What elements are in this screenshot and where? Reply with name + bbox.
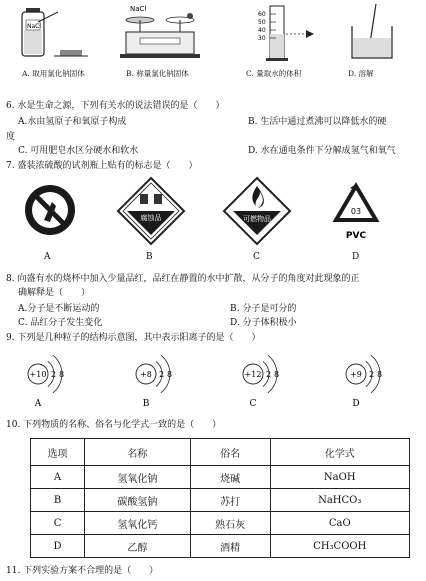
electron-count: 2 [159, 370, 165, 379]
nucleus-charge: +8 [140, 370, 152, 379]
svg-text:腐蚀品: 腐蚀品 [140, 214, 162, 222]
particle-diagrams [0, 348, 426, 408]
q8-option-c: C. 品红分子发生变化 [18, 318, 103, 328]
cell-name: 氢氧化钙 [85, 512, 191, 535]
question-6-stem: 6. 水是生命之源，下列有关水的说法错误的是（ ） [6, 101, 225, 111]
cell-common-name: 烧碱 [190, 466, 270, 489]
sign-b [116, 176, 186, 246]
figure-b: NaCl B. 称量氯化钠固体 [110, 2, 210, 82]
cell-option: A [31, 466, 85, 489]
figure-a: NaCl A. 取用氯化钠固体 [14, 2, 94, 82]
table-row [31, 512, 410, 535]
header-formula: 化学式 [270, 439, 410, 466]
tick-40: 40 [258, 27, 266, 34]
graduated-cylinder-illustration [240, 2, 320, 64]
sign-b-letter: B [146, 252, 153, 262]
table-header-row [31, 439, 410, 466]
q6-option-c: C. 可用肥皂水区分硬水和软水 [18, 146, 139, 156]
header-name: 名称 [85, 439, 191, 466]
electron-count: 2 [266, 370, 272, 379]
nucleus-charge: +12 [244, 370, 262, 379]
compound-table [30, 438, 410, 558]
particle-b [136, 355, 172, 408]
cell-option: B [31, 489, 85, 512]
q8-option-a: A.分子是不断运动的 [18, 304, 100, 314]
cell-common-name: 熟石灰 [190, 512, 270, 535]
sign-a-letter: A [44, 252, 51, 262]
particle-letter: D [352, 399, 360, 408]
sign-d-letter: D [352, 252, 360, 262]
sign-c [222, 176, 292, 246]
cell-option: C [31, 512, 85, 535]
particle-a [28, 355, 64, 408]
question-9-stem: 9. 下列是几种粒子的结构示意图，其中表示阳离子的是（ ） [6, 333, 261, 343]
table-row [31, 489, 410, 512]
svg-text:可燃物品: 可燃物品 [243, 215, 271, 223]
question-7-stem: 7. 盛装浓硫酸的试剂瓶上贴有的标志是（ ） [6, 161, 198, 171]
svg-text:NaCl: NaCl [130, 5, 147, 13]
nucleus-charge: +9 [350, 370, 362, 379]
particle-letter: A [34, 399, 42, 408]
question-8-stem: 8. 向盛有水的烧杯中加入少量品红，品红在静置的水中扩散，从分子的角度对此现象的正 [6, 274, 360, 284]
q8-option-b: B. 分子是可分的 [230, 304, 297, 314]
flammable-sign-icon [222, 176, 292, 246]
corrosive-sign-icon [116, 176, 186, 246]
cell-option: D [31, 535, 85, 558]
balance-illustration [110, 2, 210, 64]
q6-option-d: D. 水在通电条件下分解成氢气和氧气 [248, 146, 396, 156]
tick-30: 30 [258, 35, 266, 42]
tick-60: 60 [258, 11, 266, 18]
electron-count: 8 [167, 370, 173, 379]
nucleus-charge: +10 [29, 370, 47, 379]
cell-formula: NaOH [270, 466, 410, 489]
header-option: 选项 [31, 439, 85, 466]
jar-and-spoon-illustration [14, 2, 94, 64]
electron-count: 2 [369, 370, 375, 379]
sign-c-letter: C [253, 252, 260, 262]
svg-text:PVC: PVC [345, 231, 367, 241]
header-common-name: 俗名 [190, 439, 270, 466]
particle-letter: B [142, 399, 150, 408]
beaker-stirring-illustration [340, 2, 410, 64]
electron-count: 8 [377, 370, 383, 379]
cell-name: 碳酸氢钠 [85, 489, 191, 512]
question-11-stem: 11. 下列实验方案不合理的是（ ） [6, 566, 159, 576]
sign-d [326, 182, 386, 244]
figure-c: 60 50 40 30 C. 量取水的体积 [240, 2, 320, 82]
q6-option-a: A.水由氢原子和氧原子构成 [18, 117, 127, 127]
cell-formula: CaO [270, 512, 410, 535]
cell-formula: CH₃COOH [270, 535, 410, 558]
q6-option-b: B. 生活中通过煮沸可以降低水的硬 [248, 117, 387, 127]
tick-50: 50 [258, 19, 266, 26]
svg-text:03: 03 [350, 207, 362, 216]
particle-letter: C [249, 399, 257, 408]
no-fire-icon [22, 182, 78, 238]
table-row [31, 535, 410, 558]
table-row [31, 466, 410, 489]
electron-count: 2 [51, 370, 57, 379]
figure-d: D. 溶解 [340, 2, 410, 82]
sign-a [22, 182, 78, 238]
electron-count: 8 [59, 370, 65, 379]
cell-formula: NaHCO₃ [270, 489, 410, 512]
electron-count: 8 [274, 370, 280, 379]
question-10-stem: 10. 下列物质的名称、俗名与化学式一致的是（ ） [6, 420, 222, 430]
q6-option-b-cont: 度 [6, 132, 16, 142]
particle-d [346, 355, 382, 408]
cell-common-name: 苏打 [190, 489, 270, 512]
svg-text:NaCl: NaCl [27, 23, 42, 30]
cell-name: 乙醇 [85, 535, 191, 558]
question-8-stem-cont: 确解释是（ ） [18, 288, 91, 298]
particle-c [243, 355, 279, 408]
cell-common-name: 酒精 [190, 535, 270, 558]
cell-name: 氢氧化钠 [85, 466, 191, 489]
recycle-pvc-icon [326, 182, 386, 244]
q8-option-d: D. 分子体积极小 [230, 318, 297, 328]
